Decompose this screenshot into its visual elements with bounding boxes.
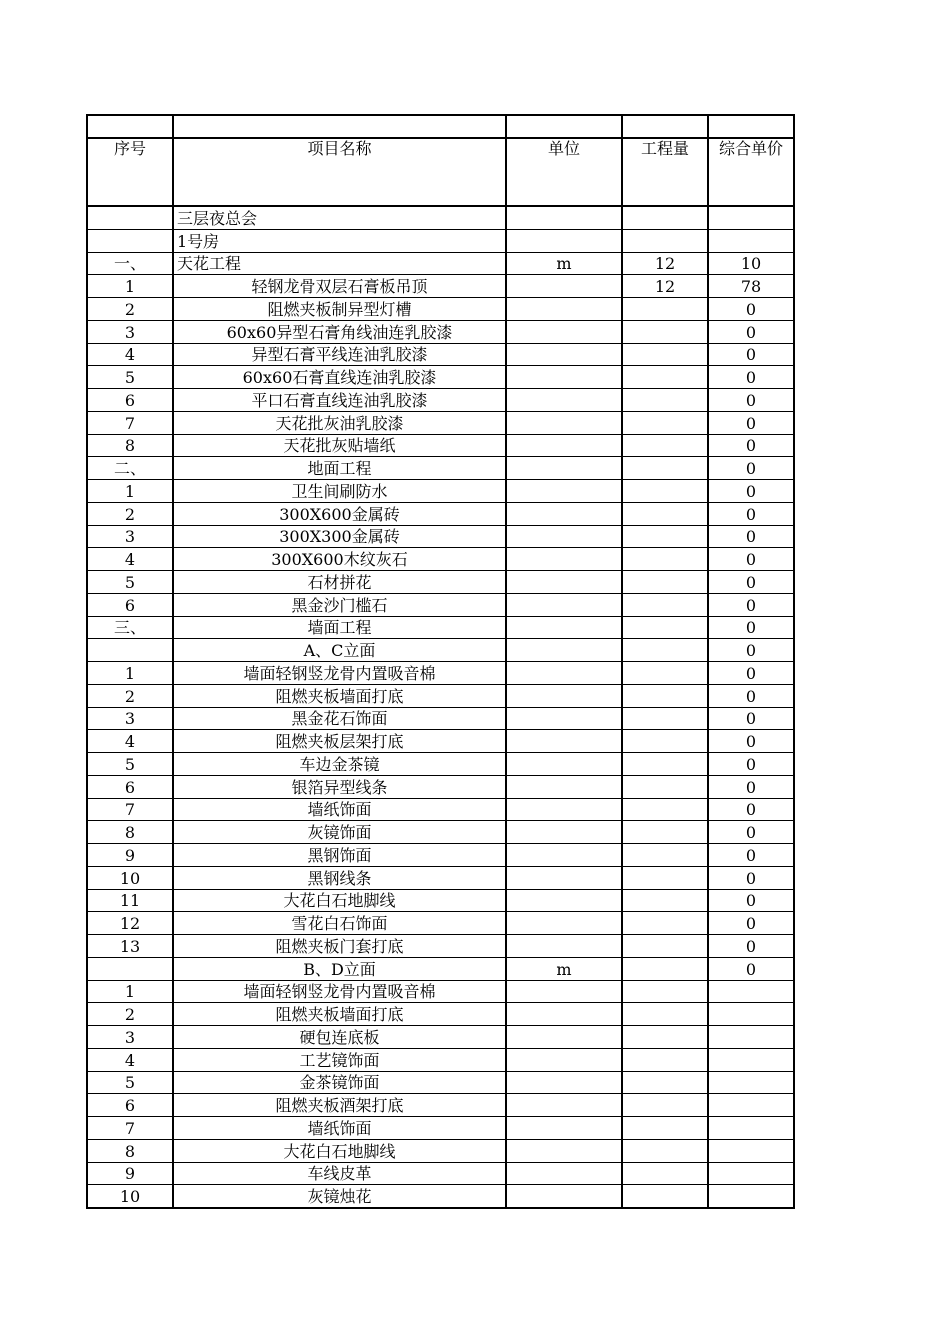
cell-name: 工艺镜饰面	[173, 1048, 506, 1071]
cell-price	[708, 1094, 794, 1117]
table-row	[87, 639, 794, 662]
cell-qty	[622, 366, 708, 389]
blank-top-row	[87, 115, 794, 138]
cell-unit	[506, 1071, 622, 1094]
cell-price: 0	[708, 798, 794, 821]
cell-qty	[622, 206, 708, 229]
table-row	[87, 571, 794, 594]
table-row	[87, 1071, 794, 1094]
table-row	[87, 252, 794, 275]
table-row	[87, 389, 794, 412]
cell-no: 6	[87, 775, 173, 798]
table-row	[87, 866, 794, 889]
table-row	[87, 662, 794, 685]
cell-no: 13	[87, 935, 173, 958]
cell-price: 0	[708, 639, 794, 662]
cell-name: 卫生间刷防水	[173, 480, 506, 503]
cell-price: 0	[708, 912, 794, 935]
table-row	[87, 229, 794, 252]
cell-name: 天花批灰贴墙纸	[173, 434, 506, 457]
header-row	[87, 138, 794, 206]
cell-qty	[622, 434, 708, 457]
cell-price	[708, 1139, 794, 1162]
cell-price: 0	[708, 525, 794, 548]
cell-price	[708, 1048, 794, 1071]
cell-no: 8	[87, 1139, 173, 1162]
cell-qty	[622, 548, 708, 571]
cell-price: 0	[708, 389, 794, 412]
table-row	[87, 912, 794, 935]
table-row	[87, 889, 794, 912]
cell-no	[87, 229, 173, 252]
cell-no: 3	[87, 707, 173, 730]
cell-qty	[622, 798, 708, 821]
table-row	[87, 320, 794, 343]
cell-name: 300X600金属砖	[173, 502, 506, 525]
cell-name: 车线皮革	[173, 1162, 506, 1185]
table-row	[87, 775, 794, 798]
cell-no: 4	[87, 548, 173, 571]
cell-no: 1	[87, 275, 173, 298]
cell-unit	[506, 366, 622, 389]
cell-price: 0	[708, 548, 794, 571]
cell-qty	[622, 1048, 708, 1071]
cell-qty	[622, 616, 708, 639]
cell-name: 1号房	[173, 229, 506, 252]
cell-unit	[506, 389, 622, 412]
cell-unit	[506, 1185, 622, 1208]
cell-no: 9	[87, 1162, 173, 1185]
table-row	[87, 366, 794, 389]
cell-no	[87, 206, 173, 229]
cell-name: 阻燃夹板层架打底	[173, 730, 506, 753]
cell-no: 9	[87, 844, 173, 867]
cell-unit	[506, 434, 622, 457]
cell-qty: 12	[622, 252, 708, 275]
cell-name: 黑钢饰面	[173, 844, 506, 867]
cell-qty	[622, 730, 708, 753]
cell-price: 0	[708, 957, 794, 980]
cell-qty	[622, 821, 708, 844]
cell-no: 3	[87, 1026, 173, 1049]
cell-price: 0	[708, 366, 794, 389]
cell-qty	[622, 1094, 708, 1117]
cell	[708, 115, 794, 138]
cell-unit	[506, 1162, 622, 1185]
cell-unit: m	[506, 252, 622, 275]
cell-price	[708, 980, 794, 1003]
table-row	[87, 684, 794, 707]
table-row	[87, 434, 794, 457]
cell-price	[708, 1185, 794, 1208]
cell-no: 5	[87, 753, 173, 776]
cell-unit	[506, 980, 622, 1003]
cell-qty	[622, 1139, 708, 1162]
cell-no: 11	[87, 889, 173, 912]
cell-unit	[506, 753, 622, 776]
cell-name: 阻燃夹板门套打底	[173, 935, 506, 958]
cell-no: 1	[87, 480, 173, 503]
cell-no: 4	[87, 343, 173, 366]
cell-no	[87, 957, 173, 980]
cell-no: 5	[87, 366, 173, 389]
cell-unit	[506, 206, 622, 229]
cell-price	[708, 229, 794, 252]
cell-no: 2	[87, 684, 173, 707]
cell-qty	[622, 1026, 708, 1049]
cell-price: 0	[708, 753, 794, 776]
cell-unit	[506, 1094, 622, 1117]
cell-price	[708, 1117, 794, 1140]
cell-unit	[506, 821, 622, 844]
cell-price: 0	[708, 821, 794, 844]
table-row	[87, 275, 794, 298]
cell-unit	[506, 525, 622, 548]
cell-name: 天花工程	[173, 252, 506, 275]
cell-qty	[622, 844, 708, 867]
cell-name: 墙纸饰面	[173, 798, 506, 821]
cell-name: B、D立面	[173, 957, 506, 980]
cell-unit	[506, 343, 622, 366]
table-row	[87, 753, 794, 776]
cell-name: 墙面工程	[173, 616, 506, 639]
cell-unit	[506, 662, 622, 685]
cell-unit	[506, 480, 622, 503]
cell-name: 异型石膏平线连油乳胶漆	[173, 343, 506, 366]
cell-qty	[622, 229, 708, 252]
table-row	[87, 298, 794, 321]
cell-qty	[622, 1162, 708, 1185]
cell-name: 灰镜饰面	[173, 821, 506, 844]
cell-no: 2	[87, 298, 173, 321]
cell-no: 10	[87, 1185, 173, 1208]
table-row	[87, 730, 794, 753]
cell-unit	[506, 457, 622, 480]
table-row	[87, 980, 794, 1003]
cell-name: 墙面轻钢竖龙骨内置吸音棉	[173, 662, 506, 685]
cell-name: 阻燃夹板墙面打底	[173, 684, 506, 707]
cell-name: 60x60异型石膏角线油连乳胶漆	[173, 320, 506, 343]
cell-no: 三、	[87, 616, 173, 639]
cell-unit: m	[506, 957, 622, 980]
header-no: 序号	[87, 138, 173, 206]
cell-unit	[506, 639, 622, 662]
cell-name: 金茶镜饰面	[173, 1071, 506, 1094]
cell-no: 7	[87, 1117, 173, 1140]
cell-unit	[506, 844, 622, 867]
cell-qty	[622, 502, 708, 525]
cell-no: 6	[87, 389, 173, 412]
cell-name: 大花白石地脚线	[173, 889, 506, 912]
cell-unit	[506, 320, 622, 343]
table-row	[87, 502, 794, 525]
table-row	[87, 616, 794, 639]
cell-unit	[506, 1003, 622, 1026]
cell-name: 石材拼花	[173, 571, 506, 594]
cell-name: 黑金沙门槛石	[173, 593, 506, 616]
cell-price: 0	[708, 730, 794, 753]
cell-qty	[622, 889, 708, 912]
cell-no: 3	[87, 320, 173, 343]
cell-price	[708, 206, 794, 229]
cell-name: 阻燃夹板墙面打底	[173, 1003, 506, 1026]
cell-name: A、C立面	[173, 639, 506, 662]
cell-qty	[622, 457, 708, 480]
cell-unit	[506, 548, 622, 571]
cell-price: 0	[708, 866, 794, 889]
cell-qty	[622, 389, 708, 412]
cell-price: 0	[708, 502, 794, 525]
table-row	[87, 525, 794, 548]
cell-name: 阻燃夹板酒架打底	[173, 1094, 506, 1117]
cell-name: 大花白石地脚线	[173, 1139, 506, 1162]
cell-unit	[506, 730, 622, 753]
cell-no: 12	[87, 912, 173, 935]
cell-qty	[622, 1117, 708, 1140]
cell-name: 三层夜总会	[173, 206, 506, 229]
cell-unit	[506, 684, 622, 707]
cell-qty	[622, 571, 708, 594]
cell-unit	[506, 1048, 622, 1071]
table-row	[87, 1185, 794, 1208]
cell-no: 1	[87, 662, 173, 685]
cell-name: 墙面轻钢竖龙骨内置吸音棉	[173, 980, 506, 1003]
header-unit: 单位	[506, 138, 622, 206]
table-row	[87, 457, 794, 480]
cell-qty	[622, 753, 708, 776]
cell-name: 天花批灰油乳胶漆	[173, 411, 506, 434]
cell-price: 0	[708, 434, 794, 457]
cell-unit	[506, 935, 622, 958]
cell-unit	[506, 889, 622, 912]
cell-price: 78	[708, 275, 794, 298]
cell-price: 0	[708, 935, 794, 958]
cell-price: 0	[708, 707, 794, 730]
cell-no	[87, 639, 173, 662]
cell-qty	[622, 707, 708, 730]
cell-name: 平口石膏直线连油乳胶漆	[173, 389, 506, 412]
table-row	[87, 1139, 794, 1162]
cell-unit	[506, 707, 622, 730]
cell-no: 2	[87, 1003, 173, 1026]
table-row	[87, 480, 794, 503]
cell-name: 墙纸饰面	[173, 1117, 506, 1140]
cell-price: 0	[708, 298, 794, 321]
cell-price	[708, 1162, 794, 1185]
cell-no: 一、	[87, 252, 173, 275]
cell-price: 0	[708, 844, 794, 867]
header-qty: 工程量	[622, 138, 708, 206]
table-row	[87, 411, 794, 434]
cell-unit	[506, 275, 622, 298]
cell-no: 4	[87, 1048, 173, 1071]
table-row	[87, 844, 794, 867]
cell-unit	[506, 616, 622, 639]
cell-unit	[506, 571, 622, 594]
cell-price	[708, 1003, 794, 1026]
cell-unit	[506, 1117, 622, 1140]
table-row	[87, 593, 794, 616]
cell-price: 0	[708, 411, 794, 434]
cell-price: 0	[708, 480, 794, 503]
cell-price: 0	[708, 684, 794, 707]
table-row	[87, 957, 794, 980]
cell	[87, 115, 173, 138]
cell-qty	[622, 1003, 708, 1026]
cell-no: 8	[87, 434, 173, 457]
cell-name: 雪花白石饰面	[173, 912, 506, 935]
cell-no: 5	[87, 1071, 173, 1094]
table-row	[87, 548, 794, 571]
table-row	[87, 821, 794, 844]
cell-price: 0	[708, 457, 794, 480]
cell-price	[708, 1026, 794, 1049]
cell-qty	[622, 480, 708, 503]
cell-qty: 12	[622, 275, 708, 298]
cell-price	[708, 1071, 794, 1094]
cell-qty	[622, 411, 708, 434]
table-row	[87, 935, 794, 958]
cell-unit	[506, 229, 622, 252]
cell-no: 7	[87, 411, 173, 434]
cell-no: 6	[87, 593, 173, 616]
cell-unit	[506, 912, 622, 935]
cell-name: 60x60石膏直线连油乳胶漆	[173, 366, 506, 389]
cell-qty	[622, 343, 708, 366]
cell-price: 0	[708, 616, 794, 639]
cell-no: 5	[87, 571, 173, 594]
cell-name: 硬包连底板	[173, 1026, 506, 1049]
cell-name: 地面工程	[173, 457, 506, 480]
cell-price: 0	[708, 571, 794, 594]
cell-name: 银箔异型线条	[173, 775, 506, 798]
cell-no: 2	[87, 502, 173, 525]
table-row	[87, 1162, 794, 1185]
cell-unit	[506, 775, 622, 798]
cell-price: 0	[708, 889, 794, 912]
cell	[622, 115, 708, 138]
cell-qty	[622, 662, 708, 685]
cell-name: 300X600木纹灰石	[173, 548, 506, 571]
cell-no: 1	[87, 980, 173, 1003]
cell-qty	[622, 684, 708, 707]
cell-qty	[622, 525, 708, 548]
cell-qty	[622, 935, 708, 958]
cell-no: 8	[87, 821, 173, 844]
table-row	[87, 798, 794, 821]
cell-name: 300X300金属砖	[173, 525, 506, 548]
cell-price: 10	[708, 252, 794, 275]
cell-no: 7	[87, 798, 173, 821]
cell-name: 阻燃夹板制异型灯槽	[173, 298, 506, 321]
cell-no: 4	[87, 730, 173, 753]
cell-unit	[506, 866, 622, 889]
cell-no: 10	[87, 866, 173, 889]
quantity-table	[86, 114, 795, 1209]
cell-unit	[506, 502, 622, 525]
table-row	[87, 1048, 794, 1071]
table-row	[87, 206, 794, 229]
cell-name: 黑金花石饰面	[173, 707, 506, 730]
cell-price: 0	[708, 320, 794, 343]
cell-name: 黑钢线条	[173, 866, 506, 889]
cell	[173, 115, 506, 138]
cell-no: 6	[87, 1094, 173, 1117]
cell-qty	[622, 866, 708, 889]
cell-unit	[506, 1026, 622, 1049]
cell-qty	[622, 980, 708, 1003]
table-row	[87, 1026, 794, 1049]
cell-price: 0	[708, 343, 794, 366]
cell-price: 0	[708, 662, 794, 685]
cell-name: 灰镜烛花	[173, 1185, 506, 1208]
cell-qty	[622, 320, 708, 343]
cell-name: 轻钢龙骨双层石膏板吊顶	[173, 275, 506, 298]
table-row	[87, 707, 794, 730]
cell-qty	[622, 593, 708, 616]
cell-unit	[506, 593, 622, 616]
cell-qty	[622, 1185, 708, 1208]
cell-no: 二、	[87, 457, 173, 480]
table-row	[87, 1094, 794, 1117]
cell-unit	[506, 798, 622, 821]
table-row	[87, 1003, 794, 1026]
cell-qty	[622, 775, 708, 798]
cell-qty	[622, 912, 708, 935]
cell-qty	[622, 298, 708, 321]
cell-name: 车边金茶镜	[173, 753, 506, 776]
table-row	[87, 1117, 794, 1140]
cell-qty	[622, 1071, 708, 1094]
cell-qty	[622, 639, 708, 662]
cell-unit	[506, 298, 622, 321]
cell-unit	[506, 411, 622, 434]
header-price: 综合单价	[708, 138, 794, 206]
cell-qty	[622, 957, 708, 980]
header-name: 项目名称	[173, 138, 506, 206]
table-row	[87, 343, 794, 366]
cell-price: 0	[708, 775, 794, 798]
cell-price: 0	[708, 593, 794, 616]
cell-no: 3	[87, 525, 173, 548]
cell	[506, 115, 622, 138]
cell-unit	[506, 1139, 622, 1162]
